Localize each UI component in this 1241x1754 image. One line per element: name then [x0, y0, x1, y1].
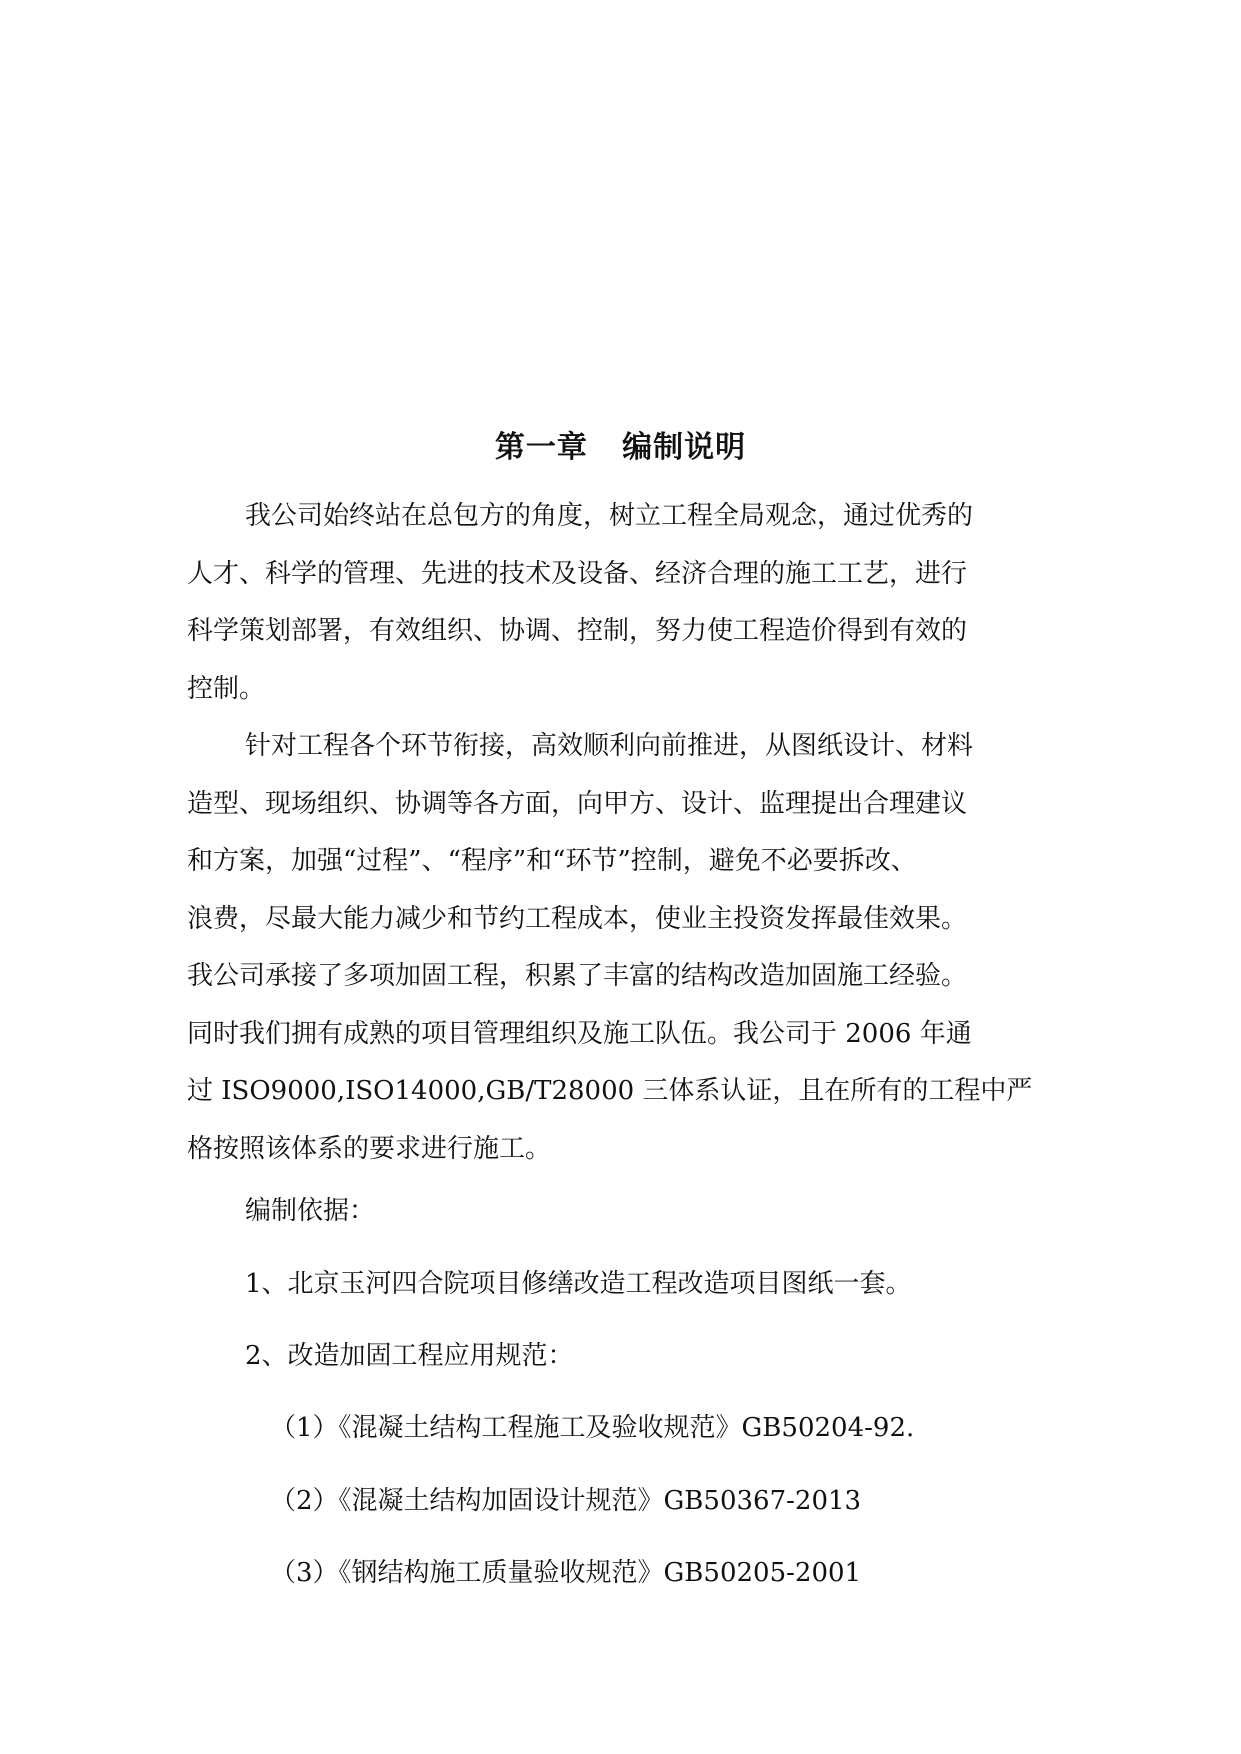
paragraph-2-line-8: 格按照该体系的要求进行施工。 [187, 1134, 552, 1164]
standard-item-2: （2）《混凝土结构加固设计规范》GB50367-2013 [270, 1486, 862, 1516]
paragraph-2-line-7: 过 ISO9000,ISO14000,GB/T28000 三体系认证，且在所有的工程中严 [187, 1076, 1033, 1106]
paragraph-2-line-3: 和方案，加强“过程”、“程序”和“环节”控制，避免不必要拆改、 [187, 846, 917, 876]
paragraph-2-line-1: 针对工程各个环节衔接，高效顺利向前推进，从图纸设计、材料 [245, 731, 974, 761]
paragraph-1-line-1: 我公司始终站在总包方的角度，树立工程全局观念，通过优秀的 [245, 501, 974, 531]
standard-item-3: （3）《钢结构施工质量验收规范》GB50205-2001 [270, 1558, 862, 1588]
basis-item-2: 2、改造加固工程应用规范： [245, 1341, 574, 1371]
paragraph-2-line-6: 同时我们拥有成熟的项目管理组织及施工队伍。我公司于 2006 年通 [187, 1019, 972, 1049]
paragraph-2-line-4: 浪费，尽最大能力减少和节约工程成本，使业主投资发挥最佳效果。 [187, 904, 968, 934]
paragraph-2-line-2: 造型、现场组织、协调等各方面，向甲方、设计、监理提出合理建议 [187, 789, 968, 819]
basis-item-1: 1、北京玉河四合院项目修缮改造工程改造项目图纸一套。 [245, 1269, 912, 1299]
paragraph-1-line-4: 控制。 [187, 674, 266, 704]
paragraph-1-line-2: 人才、科学的管理、先进的技术及设备、经济合理的施工工艺，进行 [187, 559, 968, 589]
basis-heading: 编制依据： [245, 1196, 376, 1226]
standard-item-1: （1）《混凝土结构工程施工及验收规范》GB50204-92. [270, 1413, 915, 1443]
paragraph-2-line-5: 我公司承接了多项加固工程，积累了丰富的结构改造加固施工经验。 [187, 961, 968, 991]
paragraph-1-line-3: 科学策划部署，有效组织、协调、控制，努力使工程造价得到有效的 [187, 616, 968, 646]
chapter-title: 第一章 编制说明 [494, 430, 747, 465]
